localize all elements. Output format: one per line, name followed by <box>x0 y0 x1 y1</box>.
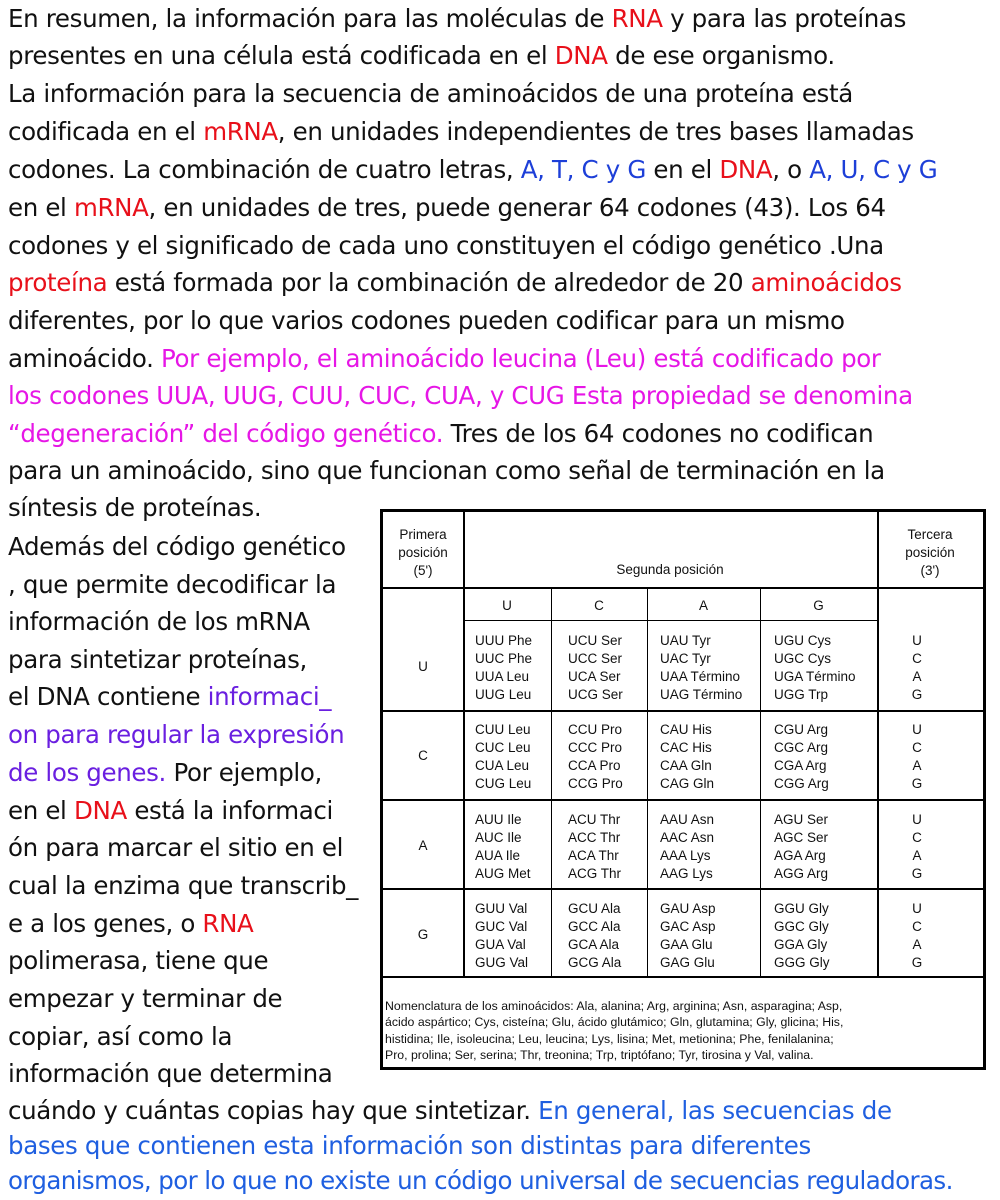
para2-line-7: de los genes. Por ejemplo, <box>8 758 322 787</box>
para2-line-17: bases que contienen esta información son distintas para diferentes <box>8 1131 811 1160</box>
para2-line-15: información que determina <box>8 1059 333 1088</box>
codon-group: GCU Ala GCC Ala GCA Ala GCG Ala <box>568 901 622 970</box>
table-divider <box>551 589 552 977</box>
second-col-header: A <box>698 598 708 613</box>
codon-group: UUU Phe UUC Phe UUA Leu UUG Leu <box>475 633 533 702</box>
para1-line-14: síntesis de proteínas. <box>8 493 262 522</box>
third-position-labels: U C A G <box>911 812 923 881</box>
table-divider <box>383 710 983 712</box>
codon-group: CAU His CAC His CAA Gln CAG Gln <box>660 722 715 791</box>
codon-group: UGU Cys UGC Cys UGA Término UGG Trp <box>774 633 856 702</box>
para1-line-8: proteína está formada por la combinación de alrededor de 20 aminoácidos <box>8 268 902 297</box>
para2-line-4: para sintetizar proteínas, <box>8 645 307 674</box>
second-col-header: C <box>594 598 604 613</box>
para1-line-4: codificada en el mRNA, en unidades independientes de tres bases llamadas <box>8 117 914 146</box>
second-col-header: G <box>813 598 824 613</box>
third-position-labels: U C A G <box>911 901 923 970</box>
para2-line-12: polimerasa, tiene que <box>8 946 269 975</box>
para1-line-5: codones. La combinación de cuatro letras, A, T, C y G en el DNA, o A, U, C y G <box>8 155 938 184</box>
header-third-position: Tercera posición (3') <box>905 527 955 578</box>
header-first-position: Primera posición (5') <box>398 527 448 578</box>
para2-line-13: empezar y terminar de <box>8 984 283 1013</box>
para1-line-1: En resumen, la información para las moléculas de RNA y para las proteínas <box>8 4 907 33</box>
para2-line-16: cuándo y cuántas copias hay que sintetizar. En general, las secuencias de <box>8 1096 892 1125</box>
table-divider <box>647 589 648 977</box>
para1-line-3: La información para la secuencia de aminoácidos de una proteína está <box>8 79 853 108</box>
para2-line-5: el DNA contiene informaci_ <box>8 682 332 711</box>
codon-group: ACU Thr ACC Thr ACA Thr ACG Thr <box>568 812 622 881</box>
table-divider <box>383 888 983 890</box>
table-divider <box>463 620 877 621</box>
second-col-header: U <box>502 598 512 613</box>
header-second-position: Segunda posición <box>616 562 724 577</box>
third-position-labels: U C A G <box>911 722 923 791</box>
para2-line-10: cual la enzima que transcrib_ <box>8 871 359 900</box>
first-position-label: C <box>418 748 428 763</box>
para1-line-2: presentes en una célula está codificada en el DNA de ese organismo. <box>8 41 835 70</box>
para1-line-11: los codones UUA, UUG, CUU, CUC, CUA, y CUG Esta propiedad se denomina <box>8 381 913 410</box>
para2-line-6: on para regular la expresión <box>8 720 345 749</box>
table-divider <box>760 589 761 977</box>
codon-group: GGU Gly GGC Gly GGA Gly GGG Gly <box>774 901 830 970</box>
para1-line-6: en el mRNA, en unidades de tres, puede generar 64 codones (43). Los 64 <box>8 193 886 222</box>
para1-line-10: aminoácido. Por ejemplo, el aminoácido leucina (Leu) está codificado por <box>8 344 881 373</box>
para1-line-13: para un aminoácido, sino que funcionan como señal de terminación en la <box>8 456 885 485</box>
codon-group: AGU Ser AGC Ser AGA Arg AGG Arg <box>774 812 829 881</box>
table-divider <box>383 976 983 978</box>
para2-line-2: , que permite decodificar la <box>8 570 337 599</box>
codon-group: CUU Leu CUC Leu CUA Leu CUG Leu <box>475 722 532 791</box>
para2-line-9: ón para marcar el sitio en el <box>8 833 344 862</box>
para2-line-8: en el DNA está la informaci <box>8 796 333 825</box>
para2-line-14: copiar, así como la <box>8 1022 233 1051</box>
genetic-code-table <box>380 509 986 1070</box>
para2-line-3: información de los mRNA <box>8 607 310 636</box>
codon-group: GAU Asp GAC Asp GAA Glu GAG Glu <box>660 901 716 970</box>
codon-group: AUU Ile AUC Ile AUA Ile AUG Met <box>475 812 531 881</box>
first-position-label: A <box>418 838 428 853</box>
third-position-labels: U C A G <box>911 633 923 702</box>
codon-group: UCU Ser UCC Ser UCA Ser UCG Ser <box>568 633 623 702</box>
codon-group: CCU Pro CCC Pro CCA Pro CCG Pro <box>568 722 623 791</box>
table-divider <box>463 512 465 977</box>
table-divider <box>383 799 983 801</box>
para1-line-12: “degeneración” del código genético. Tres de los 64 codones no codifican <box>8 419 874 448</box>
codon-group: UAU Tyr UAC Tyr UAA Término UAG Término <box>660 633 743 702</box>
para2-line-18: organismos, por lo que no existe un código universal de secuencias reguladoras. <box>8 1166 953 1195</box>
para1-line-9: diferentes, por lo que varios codones pueden codificar para un mismo <box>8 306 845 335</box>
para2-line-1: Además del código genético <box>8 532 346 561</box>
codon-group: CGU Arg CGC Arg CGA Arg CGG Arg <box>774 722 829 791</box>
para1-line-7: codones y el significado de cada uno constituyen el código genético .Una <box>8 231 884 260</box>
first-position-label: G <box>417 927 429 942</box>
para2-line-11: e a los genes, o RNA <box>8 909 254 938</box>
first-position-label: U <box>418 659 428 674</box>
codon-group: GUU Val GUC Val GUA Val GUG Val <box>475 901 529 970</box>
codon-group: AAU Asn AAC Asn AAA Lys AAG Lys <box>660 812 715 881</box>
table-divider <box>383 587 983 589</box>
amino-acid-nomenclature-note: Nomenclatura de los aminoácidos: Ala, alanina; Arg, arginina; Asn, asparagina; Asp, ácido aspártico; Cys, cisteína; Glu, ácido glutámico; Gln, glutamina; Gly, glicina; His, histidina; Ile, isoleucina; Leu, leucina; Lys, lisina; Met, metionina; Phe, fenilalanina; Pro, prolina; Ser, serina; Thr, treonina; Trp, triptófano; Tyr, tirosina y Val, valina. <box>385 999 844 1062</box>
